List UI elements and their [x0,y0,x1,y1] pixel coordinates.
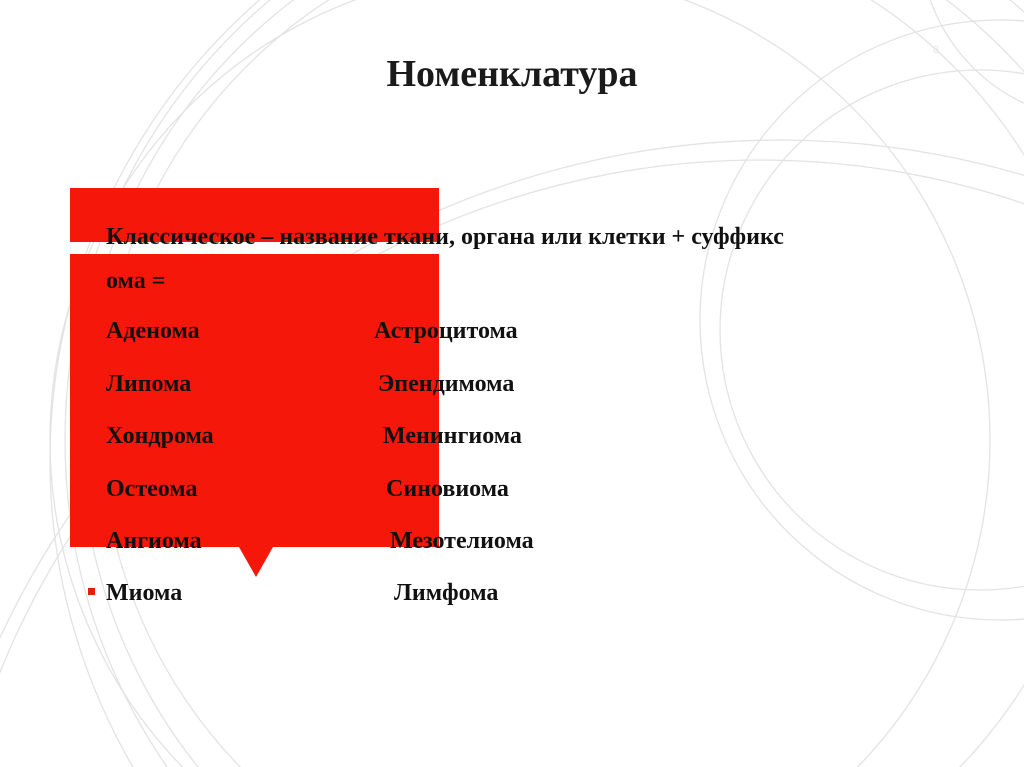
term-left: Миома [106,580,183,606]
term-left: Остеома [106,476,198,502]
term-left: Аденома [106,318,200,344]
term-right: Мезотелиома [390,528,534,554]
term-right: Менингиома [383,423,522,449]
slide-title: Номенклатура [386,53,638,95]
term-right: Астроцитома [374,318,518,344]
term-left: Ангиома [106,528,202,554]
term-right: Синовиома [386,476,509,502]
term-right: Эпендимома [378,371,515,397]
intro-line-2: ома = [106,268,166,294]
slide-number: 8 [933,44,940,56]
square-bullet-icon [88,588,95,595]
red-callout-pointer [239,547,273,577]
term-left: Хондрома [106,423,214,449]
term-left: Липома [106,371,192,397]
intro-line-1: Классическое – название ткани, органа или клетки + суффикс [106,224,784,250]
term-right: Лимфома [394,580,499,606]
